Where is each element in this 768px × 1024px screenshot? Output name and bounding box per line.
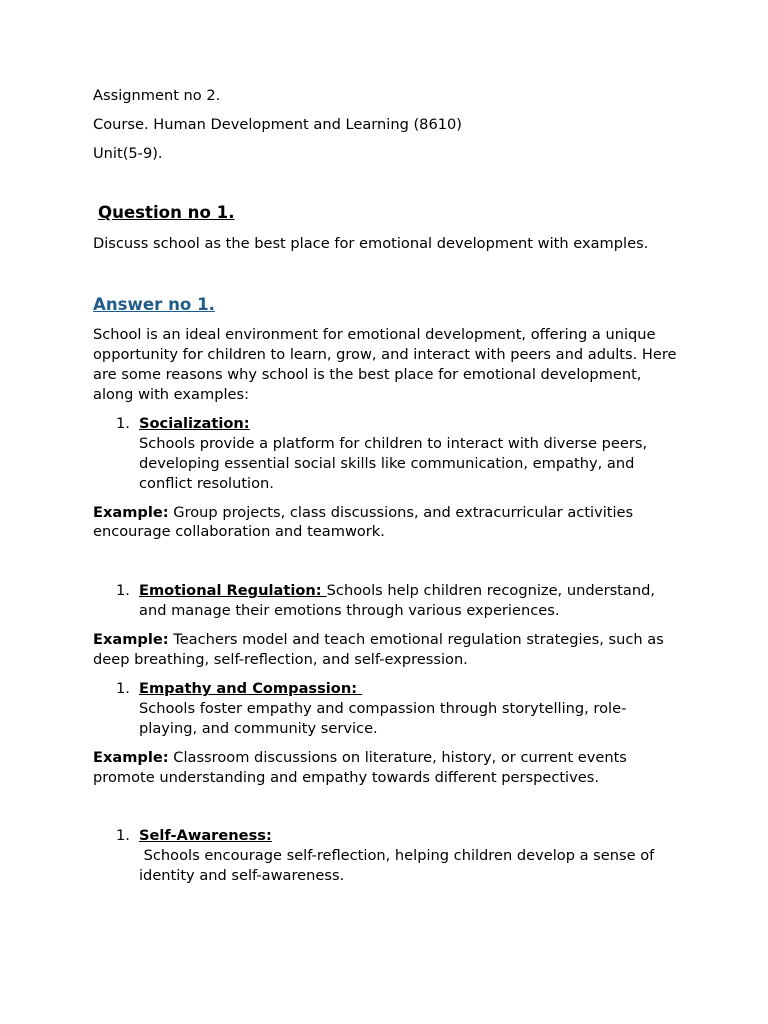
point-title: Emotional Regulation: (139, 582, 327, 600)
list-item-emotional-regulation (93, 581, 683, 621)
list-number: 1. (116, 415, 130, 433)
example-label: Example: (93, 630, 169, 648)
question-heading: Question no 1. (98, 203, 235, 223)
point-text: Schools help children recognize, understand, and manage their emotions through various experiences. (139, 582, 655, 619)
course-line: Course. Human Development and Learning (8610) (93, 115, 462, 133)
list-number: 1. (116, 582, 130, 600)
example-text: Teachers model and teach emotional regulation strategies, such as deep breathing, self-reflection, and self-expression. (93, 630, 664, 668)
point-text: Schools foster empathy and compassion through storytelling, role-playing, and community service. (139, 700, 627, 737)
list-item-socialization (93, 414, 683, 493)
answer-intro: School is an ideal environment for emotional development, offering a unique opportunity for children to learn, grow, and interact with peers and adults. Here are some reasons why school is the best place for emotional development, along with examples: (93, 326, 677, 403)
point-text: Schools encourage self-reflection, helping children develop a sense of identity and self-awareness. (139, 847, 659, 884)
point-title: Empathy and Compassion: (139, 680, 363, 698)
example-socialization (93, 503, 683, 543)
example-text: Classroom discussions on literature, history, or current events promote understanding and empathy towards different perspectives. (93, 748, 627, 786)
example-label: Example: (93, 503, 169, 521)
question-text: Discuss school as the best place for emotional development with examples. (93, 235, 649, 253)
example-label: Example: (93, 748, 169, 766)
list-number: 1. (116, 827, 130, 845)
example-empathy (93, 748, 683, 788)
list-item-self-awareness (93, 826, 683, 885)
point-title: Self-Awareness: (139, 827, 272, 845)
assignment-line: Assignment no 2. (93, 87, 221, 104)
unit-line: Unit(5-9). (93, 144, 163, 162)
point-text: Schools provide a platform for children to interact with diverse peers, developing essential social skills like communication, empathy, and conflict resolution. (139, 435, 648, 492)
list-item-empathy (93, 679, 683, 738)
answer-heading: Answer no 1. (93, 295, 215, 315)
document-page (93, 86, 683, 886)
list-number: 1. (116, 680, 130, 698)
point-title: Socialization: (139, 415, 250, 433)
example-emotional-regulation (93, 630, 683, 670)
example-text: Group projects, class discussions, and extracurricular activities encourage collaboration and teamwork. (93, 503, 634, 541)
